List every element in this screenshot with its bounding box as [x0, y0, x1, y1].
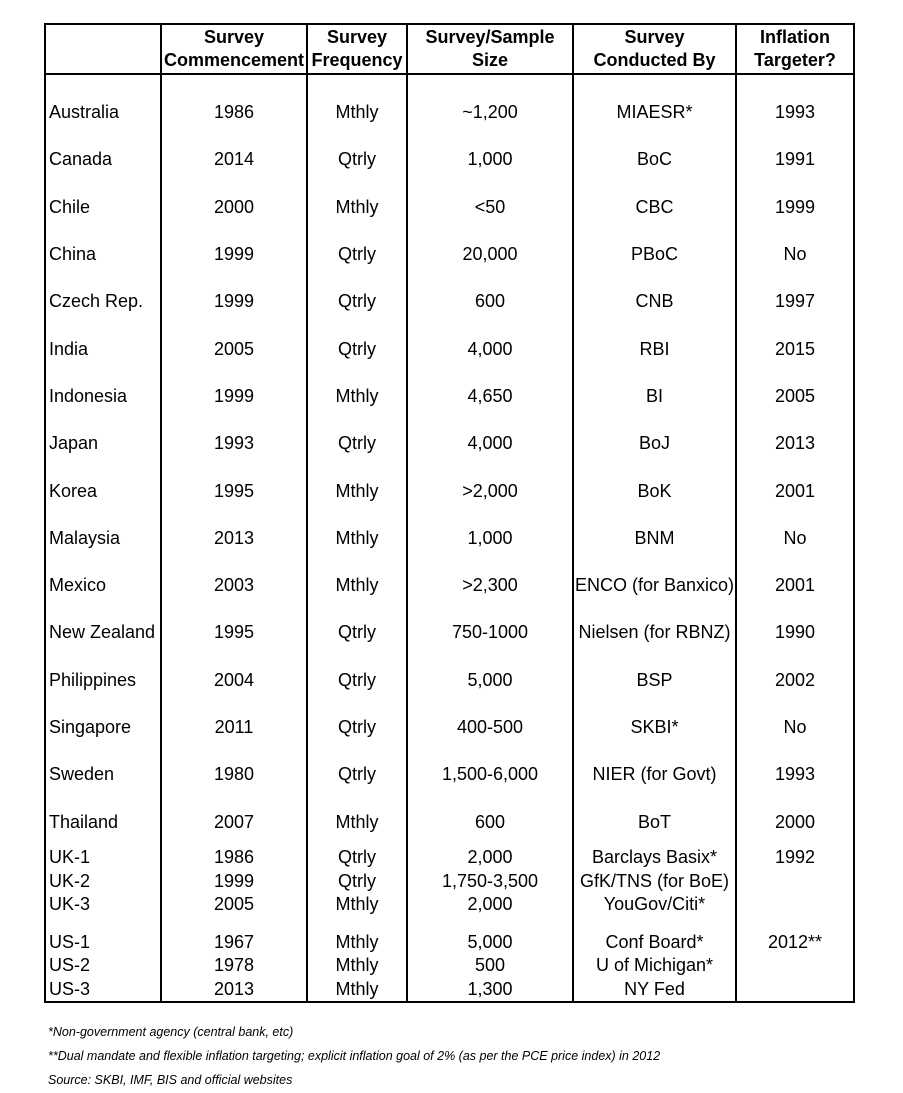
- commencement-cell: 1967: [161, 931, 307, 955]
- conducted-by-cell: SKBI*: [573, 704, 736, 751]
- commencement-cell: 2013: [161, 978, 307, 1003]
- commencement-cell: 2014: [161, 136, 307, 183]
- targeter-cell: 1997: [736, 278, 854, 325]
- table-row: [45, 136, 854, 183]
- frequency-cell: Qtrly: [307, 420, 407, 467]
- commencement-cell: 2003: [161, 562, 307, 609]
- commencement-cell: 1995: [161, 467, 307, 514]
- footnote-non-government: *Non-government agency (central bank, etc): [48, 1025, 294, 1039]
- header-size: Survey/Sample Size: [407, 24, 573, 74]
- conducted-by-cell: GfK/TNS (for BoE): [573, 869, 736, 893]
- country-cell: Indonesia: [45, 373, 161, 420]
- table-row: [45, 657, 854, 704]
- size-cell: 4,000: [407, 420, 573, 467]
- spacer-row: [45, 917, 854, 931]
- country-cell: UK-3: [45, 893, 161, 917]
- conducted-by-cell: CBC: [573, 184, 736, 231]
- targeter-cell: 1990: [736, 609, 854, 656]
- frequency-cell: Mthly: [307, 184, 407, 231]
- commencement-cell: 1993: [161, 420, 307, 467]
- commencement-cell: 2011: [161, 704, 307, 751]
- size-cell: 750-1000: [407, 609, 573, 656]
- table-row: [45, 562, 854, 609]
- targeter-cell: 2000: [736, 798, 854, 845]
- targeter-cell: No: [736, 231, 854, 278]
- conducted-by-cell: BoK: [573, 467, 736, 514]
- commencement-cell: 1980: [161, 751, 307, 798]
- frequency-cell: Qtrly: [307, 846, 407, 870]
- frequency-cell: Qtrly: [307, 869, 407, 893]
- table-row: [45, 515, 854, 562]
- conducted-by-cell: BoC: [573, 136, 736, 183]
- header-country: [45, 24, 161, 74]
- conducted-by-cell: U of Michigan*: [573, 954, 736, 978]
- conducted-by-cell: MIAESR*: [573, 89, 736, 136]
- conducted-by-cell: Nielsen (for RBNZ): [573, 609, 736, 656]
- country-cell: Canada: [45, 136, 161, 183]
- targeter-cell: 2012**: [736, 931, 854, 955]
- country-cell: Korea: [45, 467, 161, 514]
- targeter-cell: No: [736, 704, 854, 751]
- frequency-cell: Mthly: [307, 893, 407, 917]
- size-cell: >2,300: [407, 562, 573, 609]
- conducted-by-cell: NY Fed: [573, 978, 736, 1003]
- table-row: [45, 325, 854, 372]
- table-row: [45, 704, 854, 751]
- table-row: [45, 373, 854, 420]
- frequency-cell: Qtrly: [307, 231, 407, 278]
- frequency-cell: Mthly: [307, 978, 407, 1003]
- footnote-source: Source: SKBI, IMF, BIS and official websites: [48, 1073, 293, 1088]
- size-cell: 600: [407, 798, 573, 845]
- commencement-cell: 2005: [161, 325, 307, 372]
- size-cell: 5,000: [407, 931, 573, 955]
- header-conducted-by: Survey Conducted By: [573, 24, 736, 74]
- targeter-cell: [736, 869, 854, 893]
- country-cell: New Zealand: [45, 609, 161, 656]
- conducted-by-cell: BI: [573, 373, 736, 420]
- size-cell: <50: [407, 184, 573, 231]
- frequency-cell: Mthly: [307, 515, 407, 562]
- conducted-by-cell: CNB: [573, 278, 736, 325]
- targeter-cell: 1992: [736, 846, 854, 870]
- table-row: [45, 467, 854, 514]
- targeter-cell: 2001: [736, 562, 854, 609]
- country-cell: China: [45, 231, 161, 278]
- frequency-cell: Mthly: [307, 89, 407, 136]
- conducted-by-cell: Conf Board*: [573, 931, 736, 955]
- spacer-row: [45, 74, 854, 89]
- conducted-by-cell: BSP: [573, 657, 736, 704]
- commencement-cell: 2005: [161, 893, 307, 917]
- targeter-cell: 2002: [736, 657, 854, 704]
- frequency-cell: Mthly: [307, 373, 407, 420]
- size-cell: 5,000: [407, 657, 573, 704]
- country-cell: Sweden: [45, 751, 161, 798]
- commencement-cell: 1999: [161, 231, 307, 278]
- conducted-by-cell: BNM: [573, 515, 736, 562]
- frequency-cell: Qtrly: [307, 325, 407, 372]
- conducted-by-cell: NIER (for Govt): [573, 751, 736, 798]
- frequency-cell: Qtrly: [307, 609, 407, 656]
- country-cell: Philippines: [45, 657, 161, 704]
- targeter-cell: [736, 978, 854, 1003]
- table-row: [45, 798, 854, 845]
- table-row: [45, 893, 854, 917]
- country-cell: US-1: [45, 931, 161, 955]
- targeter-cell: 1999: [736, 184, 854, 231]
- conducted-by-cell: BoT: [573, 798, 736, 845]
- table-row: [45, 184, 854, 231]
- frequency-cell: Qtrly: [307, 704, 407, 751]
- table-row: [45, 609, 854, 656]
- country-cell: Czech Rep.: [45, 278, 161, 325]
- header-commencement: Survey Commencement: [161, 24, 307, 74]
- frequency-cell: Mthly: [307, 562, 407, 609]
- country-cell: India: [45, 325, 161, 372]
- country-cell: US-2: [45, 954, 161, 978]
- size-cell: 2,000: [407, 846, 573, 870]
- header-row: [45, 24, 854, 74]
- targeter-cell: [736, 954, 854, 978]
- size-cell: 4,650: [407, 373, 573, 420]
- country-cell: Mexico: [45, 562, 161, 609]
- table-row: [45, 89, 854, 136]
- size-cell: 500: [407, 954, 573, 978]
- country-cell: Australia: [45, 89, 161, 136]
- targeter-cell: 2001: [736, 467, 854, 514]
- frequency-cell: Mthly: [307, 798, 407, 845]
- country-cell: UK-1: [45, 846, 161, 870]
- targeter-cell: 1991: [736, 136, 854, 183]
- conducted-by-cell: BoJ: [573, 420, 736, 467]
- table-row: [45, 751, 854, 798]
- table-row: [45, 846, 854, 870]
- footnotes: [48, 1020, 660, 1093]
- commencement-cell: 2000: [161, 184, 307, 231]
- commencement-cell: 1978: [161, 954, 307, 978]
- conducted-by-cell: RBI: [573, 325, 736, 372]
- targeter-cell: [736, 893, 854, 917]
- commencement-cell: 1995: [161, 609, 307, 656]
- frequency-cell: Qtrly: [307, 657, 407, 704]
- size-cell: 1,000: [407, 136, 573, 183]
- table-row: [45, 420, 854, 467]
- targeter-cell: 1993: [736, 751, 854, 798]
- table-row: [45, 954, 854, 978]
- size-cell: 20,000: [407, 231, 573, 278]
- table-row: [45, 231, 854, 278]
- commencement-cell: 2004: [161, 657, 307, 704]
- conducted-by-cell: ENCO (for Banxico): [573, 562, 736, 609]
- country-cell: Singapore: [45, 704, 161, 751]
- table-row: [45, 978, 854, 1003]
- header-frequency: Survey Frequency: [307, 24, 407, 74]
- commencement-cell: 1986: [161, 89, 307, 136]
- frequency-cell: Mthly: [307, 954, 407, 978]
- commencement-cell: 2013: [161, 515, 307, 562]
- commencement-cell: 1986: [161, 846, 307, 870]
- frequency-cell: Qtrly: [307, 751, 407, 798]
- size-cell: 1,000: [407, 515, 573, 562]
- commencement-cell: 2007: [161, 798, 307, 845]
- frequency-cell: Mthly: [307, 931, 407, 955]
- table-row: [45, 278, 854, 325]
- country-cell: UK-2: [45, 869, 161, 893]
- footnote-dual-mandate: **Dual mandate and flexible inflation targeting; explicit inflation goal of 2% (as per the PCE price index) in 2012: [48, 1049, 661, 1064]
- frequency-cell: Qtrly: [307, 278, 407, 325]
- commencement-cell: 1999: [161, 869, 307, 893]
- size-cell: 1,500-6,000: [407, 751, 573, 798]
- size-cell: >2,000: [407, 467, 573, 514]
- size-cell: 4,000: [407, 325, 573, 372]
- size-cell: 1,300: [407, 978, 573, 1003]
- targeter-cell: 2005: [736, 373, 854, 420]
- conducted-by-cell: Barclays Basix*: [573, 846, 736, 870]
- targeter-cell: 2015: [736, 325, 854, 372]
- commencement-cell: 1999: [161, 373, 307, 420]
- table-row: [45, 869, 854, 893]
- frequency-cell: Mthly: [307, 467, 407, 514]
- country-cell: Malaysia: [45, 515, 161, 562]
- size-cell: 1,750-3,500: [407, 869, 573, 893]
- country-cell: Thailand: [45, 798, 161, 845]
- survey-table: [44, 23, 855, 1003]
- size-cell: ~1,200: [407, 89, 573, 136]
- header-inflation-targeter: Inflation Targeter?: [736, 24, 854, 74]
- frequency-cell: Qtrly: [307, 136, 407, 183]
- table-row: [45, 931, 854, 955]
- conducted-by-cell: PBoC: [573, 231, 736, 278]
- size-cell: 400-500: [407, 704, 573, 751]
- targeter-cell: No: [736, 515, 854, 562]
- conducted-by-cell: YouGov/Citi*: [573, 893, 736, 917]
- country-cell: Japan: [45, 420, 161, 467]
- targeter-cell: 2013: [736, 420, 854, 467]
- size-cell: 2,000: [407, 893, 573, 917]
- country-cell: US-3: [45, 978, 161, 1003]
- size-cell: 600: [407, 278, 573, 325]
- commencement-cell: 1999: [161, 278, 307, 325]
- targeter-cell: 1993: [736, 89, 854, 136]
- country-cell: Chile: [45, 184, 161, 231]
